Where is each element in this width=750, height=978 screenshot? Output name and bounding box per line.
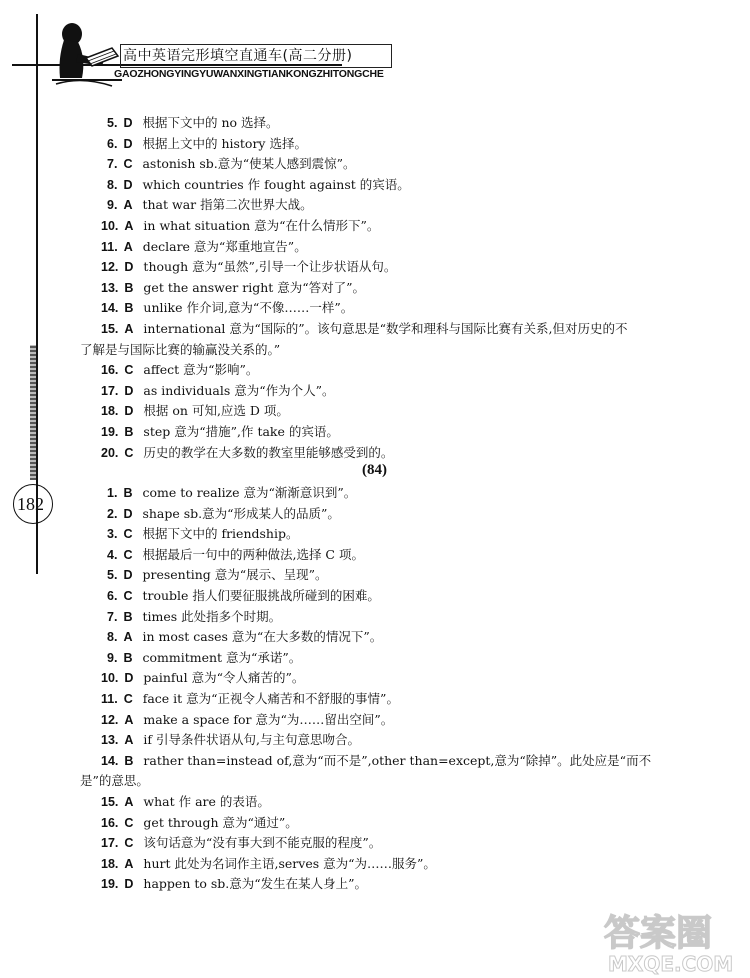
answer-number: 6. — [107, 136, 118, 151]
answer-item — [107, 177, 410, 193]
answer-number: 16. — [101, 815, 119, 830]
answer-letter: A — [124, 733, 134, 748]
margin-shade — [30, 345, 36, 480]
answer-explanation: come to realize 意为“渐渐意识到”。 — [142, 485, 357, 500]
answer-letter: D — [123, 568, 133, 583]
answer-explanation: if 引导条件状语从句,与主句意思吻合。 — [143, 732, 360, 748]
answer-item — [107, 526, 298, 542]
answer-letter: A — [124, 712, 134, 727]
page-number-circle — [13, 484, 53, 524]
answer-number: 15. — [101, 322, 119, 336]
answer-explanation: make a space for 意为“为……留出空间”。 — [143, 711, 394, 727]
answer-explanation: 历史的教学在大多数的教室里能够感受到的。 — [143, 444, 394, 460]
answer-number: 7. — [107, 609, 118, 624]
answer-number: 9. — [107, 650, 118, 665]
book-title: 高中英语完形填空直通车(高二分册) — [123, 48, 353, 64]
answer-explanation: 根据下文中的 friendship。 — [142, 526, 299, 542]
answer-item — [101, 691, 399, 707]
answer-number: 15. — [101, 795, 119, 809]
answer-letter: B — [123, 609, 133, 624]
answer-explanation: commitment 意为“承诺”。 — [142, 649, 302, 665]
answer-letter: C — [124, 815, 134, 830]
answer-number: 14. — [101, 753, 119, 768]
site-watermark — [600, 905, 748, 975]
answer-number: 12. — [101, 260, 119, 275]
answer-number: 10. — [101, 219, 119, 233]
answer-letter: C — [123, 527, 133, 542]
answer-number: 12. — [101, 712, 119, 727]
answer-item — [101, 445, 393, 461]
answer-number: 19. — [101, 425, 119, 439]
answer-letter: A — [123, 630, 133, 645]
answer-item — [101, 753, 651, 769]
answer-number: 5. — [107, 568, 118, 583]
answer-continuation: 是”的意思。 — [80, 773, 149, 789]
answer-number: 6. — [107, 589, 118, 603]
answer-number: 9. — [107, 198, 118, 213]
answer-continuation: 了解是与国际比赛的输赢没关系的。” — [80, 341, 281, 357]
answer-explanation: astonish sb.意为“使某人感到震惊”。 — [142, 156, 356, 172]
answer-letter: D — [124, 260, 134, 275]
answer-explanation: presenting 意为“展示、呈现”。 — [142, 567, 328, 583]
answer-item — [101, 403, 289, 419]
answer-explanation: 根据下文中的 no 选择。 — [142, 115, 279, 130]
answer-number: 13. — [101, 733, 119, 748]
answer-number: 18. — [101, 404, 119, 419]
answer-explanation: 该句话意为“没有事大到不能克服的程度”。 — [143, 835, 382, 851]
answer-number: 8. — [107, 630, 118, 645]
answer-explanation: get the answer right 意为“答对了”。 — [143, 279, 366, 295]
watermark-url: MXQE.COM — [608, 952, 734, 975]
answer-item — [101, 732, 360, 748]
answer-letter: D — [123, 506, 133, 521]
answer-item — [101, 835, 381, 851]
answer-item — [101, 383, 335, 399]
answer-explanation: as individuals 意为“作为个人”。 — [143, 382, 335, 398]
answer-item — [101, 321, 628, 337]
answer-letter: B — [124, 301, 134, 316]
answer-item — [101, 362, 258, 378]
answer-number: 11. — [101, 239, 118, 254]
answer-explanation: what 作 are 的表语。 — [143, 794, 270, 809]
answer-letter: C — [123, 692, 133, 706]
answer-explanation: get through 意为“通过”。 — [143, 814, 298, 830]
answer-item — [101, 712, 393, 728]
answer-item — [107, 567, 328, 583]
answer-number: 2. — [107, 506, 118, 521]
page-number: 182 — [17, 494, 44, 514]
answer-letter: A — [123, 239, 133, 254]
answer-item — [107, 115, 279, 131]
answer-item — [107, 136, 307, 152]
answer-explanation: times 此处指多个时期。 — [142, 608, 282, 624]
answer-item — [107, 588, 380, 604]
answer-item — [107, 609, 281, 625]
answer-explanation: international 意为“国际的”。该句意思是“数学和理科与国际比赛有关系,但对历史的不 — [143, 321, 628, 336]
section-marker: (84) — [362, 462, 387, 478]
answer-letter: C — [123, 589, 133, 603]
answer-letter: B — [124, 280, 134, 295]
answer-explanation: in most cases 意为“在大多数的情况下”。 — [142, 629, 383, 645]
answer-explanation: declare 意为“郑重地宣告”。 — [142, 238, 307, 254]
book-title-pinyin: GAOZHONGYINGYUWANXINGTIANKONGZHITONGCHE — [114, 68, 384, 80]
answer-item — [101, 300, 353, 316]
answer-letter: B — [123, 486, 133, 500]
answer-letter: B — [124, 753, 134, 768]
answer-explanation: trouble 指人们要征服挑战所碰到的困难。 — [142, 588, 380, 603]
answer-letter: C — [124, 445, 134, 460]
answer-item — [107, 506, 340, 522]
answer-explanation: shape sb.意为“形成某人的品质”。 — [142, 505, 340, 521]
answer-explanation: in what situation 意为“在什么情形下”。 — [143, 218, 380, 233]
answer-letter: A — [124, 795, 134, 809]
answer-explanation: hurt 此处为名词作主语,serves 意为“为……服务”。 — [143, 855, 436, 871]
answer-number: 17. — [101, 383, 119, 398]
answer-item — [101, 815, 298, 831]
answer-letter: D — [123, 116, 133, 130]
answer-item — [107, 485, 356, 501]
answer-number: 13. — [101, 280, 119, 295]
answer-item — [101, 424, 339, 440]
answer-item — [101, 670, 304, 686]
answer-letter: D — [124, 671, 134, 686]
answer-explanation: painful 意为“令人痛苦的”。 — [143, 670, 305, 686]
answer-number: 4. — [107, 547, 118, 562]
answer-letter: D — [124, 404, 134, 419]
answer-explanation: 根据最后一句中的两种做法,选择 C 项。 — [142, 546, 364, 562]
answer-item — [107, 629, 382, 645]
answer-letter: D — [124, 383, 134, 398]
answer-number: 8. — [107, 177, 118, 192]
answer-explanation: affect 意为“影响”。 — [143, 362, 259, 378]
answer-letter: D — [123, 136, 133, 151]
answer-item — [107, 547, 364, 563]
answer-number: 14. — [101, 301, 119, 316]
answer-explanation: 根据上文中的 history 选择。 — [142, 135, 307, 151]
answer-explanation: though 意为“虽然”,引导一个让步状语从句。 — [143, 259, 397, 275]
answer-item — [101, 239, 307, 255]
answer-letter: D — [123, 177, 133, 192]
answer-number: 18. — [101, 856, 119, 871]
answer-number: 3. — [107, 527, 118, 542]
answer-letter: C — [124, 363, 134, 378]
answer-number: 19. — [101, 877, 119, 892]
answer-letter: D — [124, 877, 134, 892]
answer-letter: A — [123, 198, 133, 213]
answer-number: 16. — [101, 363, 119, 378]
answer-number: 5. — [107, 116, 118, 130]
answer-item — [101, 856, 436, 872]
answer-item — [107, 156, 356, 172]
answer-item — [101, 259, 396, 275]
answer-number: 1. — [107, 486, 118, 500]
answer-number: 20. — [101, 445, 119, 460]
answer-letter: A — [124, 219, 134, 233]
answer-explanation: unlike 作介词,意为“不像……一样”。 — [143, 300, 354, 316]
answer-letter: A — [124, 322, 134, 336]
answer-number: 10. — [101, 671, 119, 686]
answer-letter: B — [124, 425, 134, 439]
answer-explanation: face it 意为“正视令人痛苦和不舒服的事情”。 — [142, 691, 399, 706]
answer-letter: C — [123, 547, 133, 562]
answer-explanation: step 意为“措施”,作 take 的宾语。 — [143, 424, 339, 439]
answer-number: 17. — [101, 836, 119, 851]
answer-explanation: which countries 作 fought against 的宾语。 — [142, 176, 410, 192]
answer-item — [101, 218, 379, 234]
answer-item — [107, 197, 313, 213]
answer-letter: B — [123, 650, 133, 665]
answer-number: 7. — [107, 157, 118, 172]
answer-item — [101, 280, 365, 296]
answer-explanation: rather than=instead of,意为“而不是”,other than=except,意为“除掉”。此处应是“而不 — [143, 752, 652, 768]
answer-letter: A — [124, 856, 134, 871]
answer-number: 11. — [101, 692, 118, 706]
answer-item — [101, 794, 270, 810]
answer-letter: C — [124, 836, 134, 851]
answer-explanation: happen to sb.意为“发生在某人身上”。 — [143, 876, 368, 892]
answer-explanation: that war 指第二次世界大战。 — [142, 197, 313, 213]
answer-item — [101, 876, 367, 892]
answer-letter: C — [123, 157, 133, 172]
answer-item — [107, 650, 301, 666]
answer-explanation: 根据 on 可知,应选 D 项。 — [143, 403, 289, 419]
watermark-chinese: 答案圈 — [604, 913, 713, 954]
